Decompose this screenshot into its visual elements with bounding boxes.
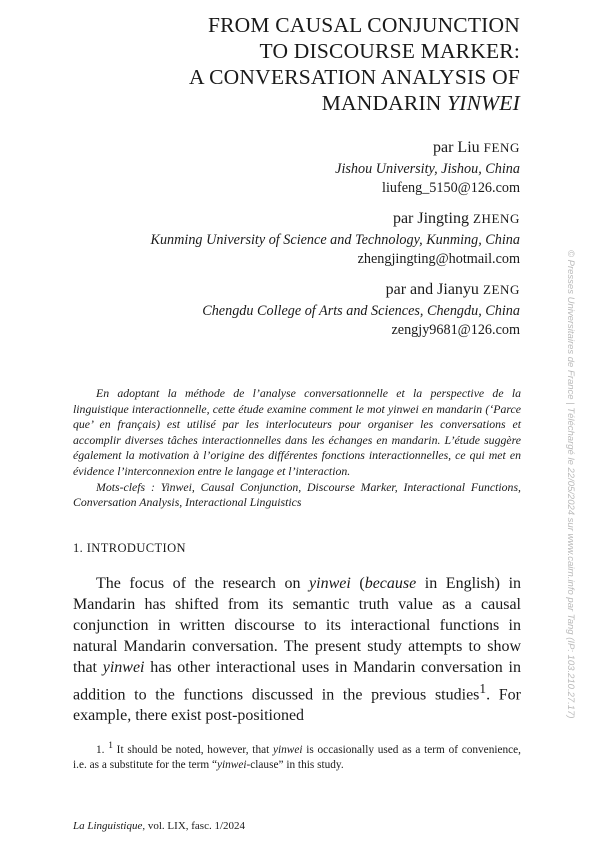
footnote-number: 1. [96, 743, 109, 756]
footnote-span: It should be noted, however, that [112, 743, 273, 756]
body-italic-term: yinwei [309, 575, 351, 592]
body-paragraph [73, 573, 521, 726]
author-name-prefix: par and Jianyu [385, 281, 483, 298]
journal-name: La Linguistique [73, 820, 143, 832]
abstract [73, 386, 521, 511]
body-italic-term: yinwei [102, 659, 145, 676]
body-text-span: . For example, there exist post-positioned [73, 686, 521, 725]
author-affiliation: Jishou University, Jishou, China [335, 161, 520, 177]
title-line-3: A CONVERSATION ANALYSIS OF [189, 65, 520, 89]
author-block-2 [50, 208, 520, 269]
author-surname: ZENG [482, 282, 520, 297]
keywords-list: Yinwei, Causal Conjunction, Discourse Marker, Interactional Functions, Conversation Analysis, Interactional Linguistics [73, 479, 522, 510]
body-text-span: in English) in Mandarin has shifted from its semantic truth value as a causal conjunction in written discourse to its interactional functions in natural Mandarin conversation. The present study attempts to show that [73, 575, 522, 676]
section-heading: 1. INTRODUCTION [73, 541, 186, 555]
body-text [73, 573, 521, 726]
author-affiliation: Kunming University of Science and Technology, Kunming, China [150, 232, 520, 248]
keywords-label: Mots-clefs : [96, 479, 161, 494]
footnote-reference[interactable]: 1 [479, 681, 487, 696]
author-email[interactable]: liufeng_5150@126.com [382, 180, 520, 196]
author-name [50, 279, 520, 301]
title-line-4 [80, 90, 520, 116]
footnote-italic-term: yinwei [273, 743, 303, 756]
journal-citation [73, 820, 245, 832]
body-text-span: has other interactional uses in Mandarin conversation in addition to the functions discussed in the previous studies [73, 659, 521, 704]
footnote-italic-term: yinwei [217, 758, 247, 771]
author-affiliation: Chengdu College of Arts and Sciences, Chengdu, China [202, 303, 520, 319]
download-watermark: © Presses Universitaires de France | Téléchargé le 22/05/2024 sur www.cairn.info par Tang (IP: 103.210.27.17) [565, 250, 576, 719]
author-surname: ZHENG [472, 211, 520, 226]
footnote [73, 739, 521, 773]
author-list [50, 137, 520, 350]
author-name-prefix: par Jingting [392, 210, 473, 227]
article-title [80, 12, 520, 116]
footnote-marker: 1 [108, 741, 113, 751]
footnote-span: -clause” in this study. [246, 758, 344, 771]
title-line-1: FROM CAUSAL CONJUNCTION [207, 13, 520, 37]
author-name [50, 208, 520, 230]
journal-volume: , vol. LIX, fasc. 1/2024 [142, 820, 246, 832]
author-name [50, 137, 520, 159]
footnote-span: is occasionally used as a term of convenience, i.e. as a substitute for the term “ [73, 743, 522, 771]
body-italic-term: because [364, 575, 417, 592]
title-italic-term: YINWEI [447, 91, 520, 115]
body-text-span: ( [350, 575, 365, 592]
body-text-span: The focus of the research on [96, 575, 310, 592]
author-email[interactable]: zengjy9681@126.com [391, 322, 520, 338]
title-line-4-prefix: MANDARIN [321, 91, 448, 115]
author-surname: FENG [483, 140, 520, 155]
author-name-prefix: par Liu [432, 139, 484, 156]
author-block-3 [50, 279, 520, 340]
author-email[interactable]: zhengjingting@hotmail.com [357, 251, 520, 267]
abstract-text: En adoptant la méthode de l’analyse conversationnelle et la perspective de la linguistique interactionnelle, cette étude examine comment le mot yinwei en mandarin (‘Parce que’ en français) est utilisé par les interlocuteurs pour organiser les conversations et accomplir diverses tâches interactionnelles dans les échanges en mandarin. L’étude suggère également la motivation à l’origine des différentes fonctions interactionnelles, ce qui met en évidence l’interconnexion entre le langage et l’interaction. [73, 386, 521, 478]
author-block-1 [50, 137, 520, 198]
footnote-text [73, 739, 521, 773]
title-line-2: TO DISCOURSE MARKER: [259, 39, 520, 63]
keywords [73, 480, 521, 511]
